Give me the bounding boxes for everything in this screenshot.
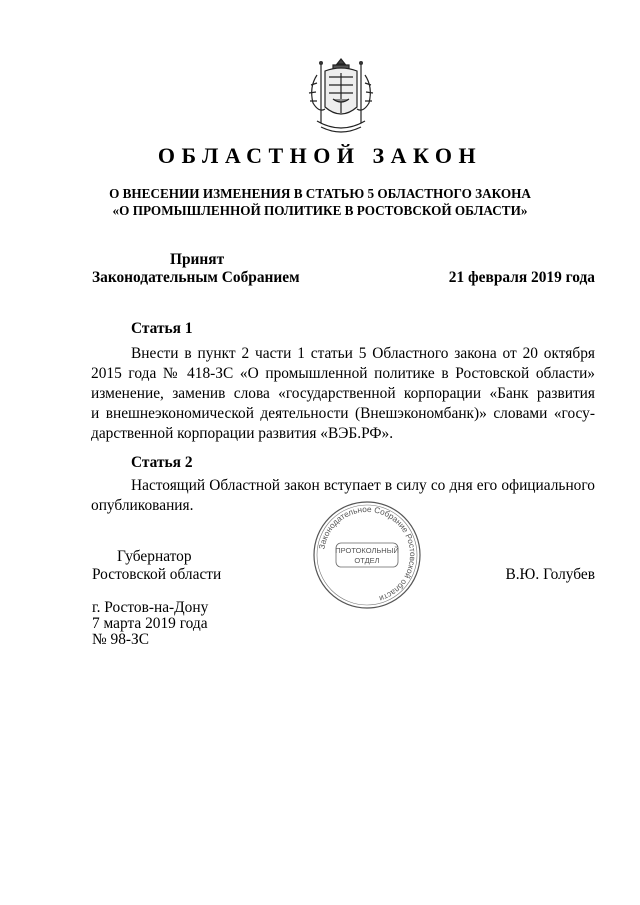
article-2-heading: Статья 2 [131,454,193,471]
article-1-line: дарственной корпорации развития «ВЭБ.РФ». [91,425,394,442]
article-1-heading: Статья 1 [131,320,193,337]
footer-date: 7 марта 2019 года [92,615,208,632]
signatory-name: В.Ю. Голубев [505,566,595,583]
article-2-line: опубликования. [91,497,194,514]
coat-of-arms-icon [303,55,379,137]
article-1-line: 2015 года № 418-ЗС «О промышленной политике в Ростовской области» [91,365,595,382]
official-stamp [312,500,422,610]
adoption-date: 21 февраля 2019 года [448,269,595,286]
footer-number: № 98-ЗС [92,631,150,648]
footer-place: г. Ростов-на-Дону [92,599,209,616]
stamp-inner-line-1: ПРОТОКОЛЬНЫЙ [335,546,399,555]
signatory-position-2: Ростовской области [92,566,222,583]
stamp-inner-line-2: ОТДЕЛ [354,556,380,565]
accepted-label: Принят [170,251,225,268]
adopting-body: Законодательным Собранием [92,269,300,286]
subtitle-line-2: «О ПРОМЫШЛЕННОЙ ПОЛИТИКЕ В РОСТОВСКОЙ ОБЛАСТИ» [112,203,528,218]
article-1-text [91,344,595,444]
article-1-line: Внести в пункт 2 части 1 статьи 5 Областного закона от 20 октября [131,345,595,362]
signatory-position-1: Губернатор [117,548,192,565]
subtitle-line-1: О ВНЕСЕНИИ ИЗМЕНЕНИЯ В СТАТЬЮ 5 ОБЛАСТНОГО ЗАКОНА [109,186,531,201]
document-title: ОБЛАСТНОЙ ЗАКОН [157,143,483,168]
article-1-line: изменение, заменив слова «государственной корпорации «Банк развития [91,385,595,402]
article-2-line: Настоящий Областной закон вступает в силу со дня его официального [131,477,595,494]
stamp-ring-textpath: Законодательное Собрание Ростовской области [317,504,418,604]
article-1-line: и внешнеэкономической деятельности (Внешэкономбанк)» словами «госу- [91,405,595,422]
